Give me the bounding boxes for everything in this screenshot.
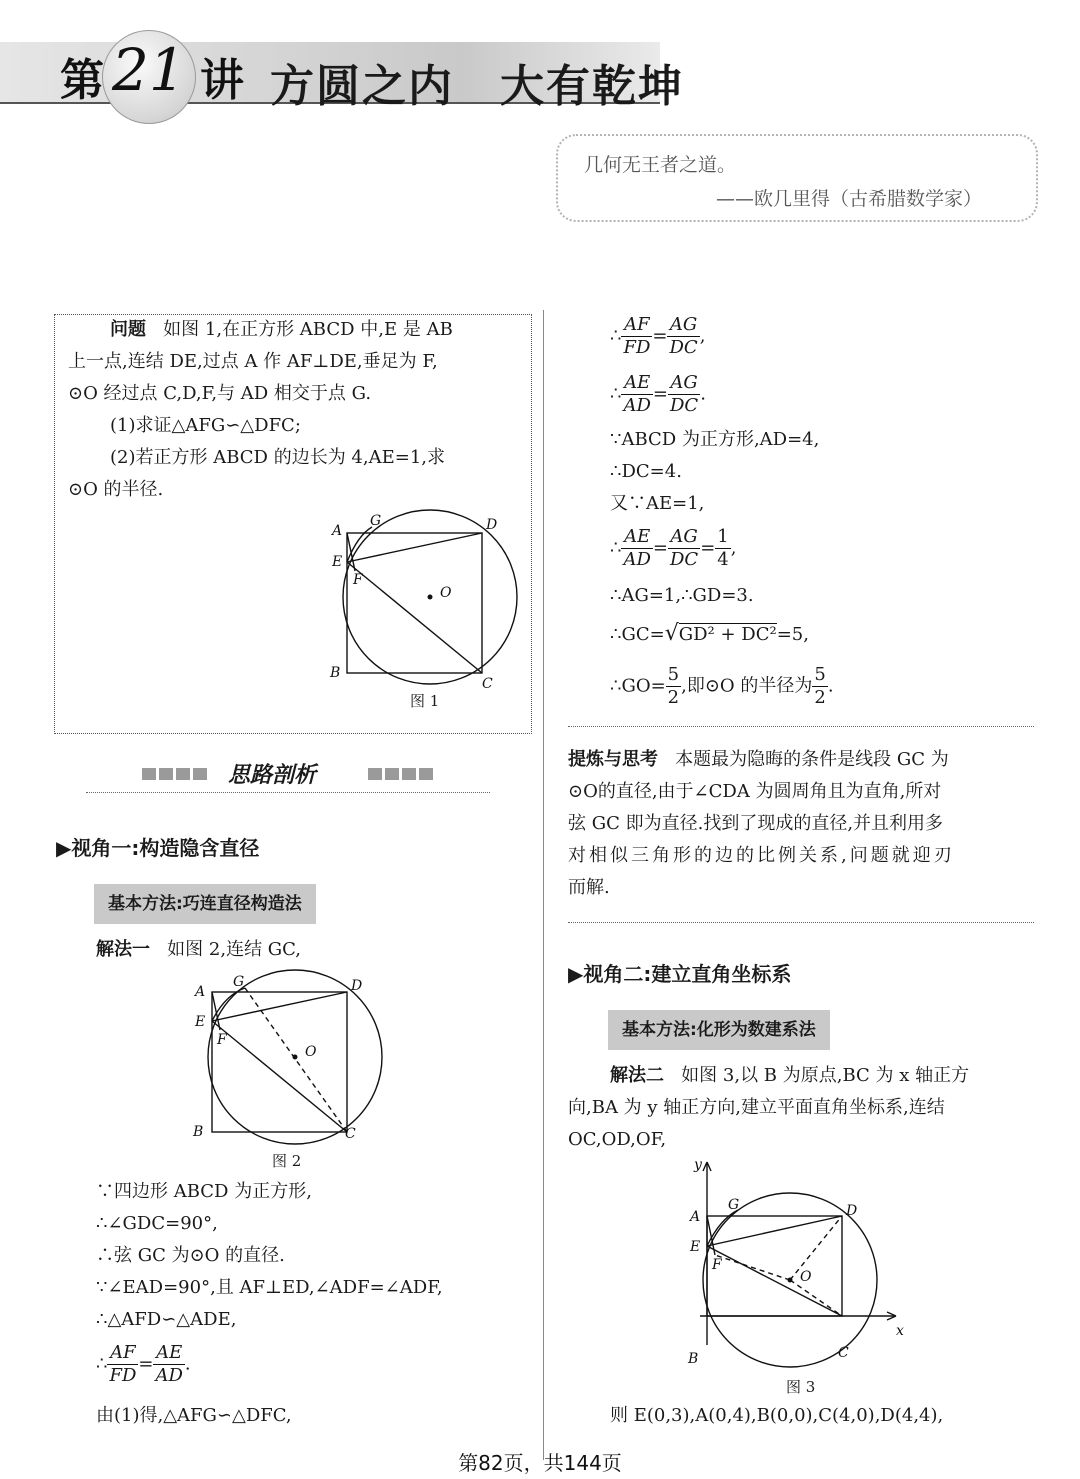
quote-text: 几何无王者之道。 [584,154,737,176]
solution1-text: 如图 2,连结 GC, [167,939,302,960]
think-line-3: 弦 GC 即为直径.找到了现成的直径,并且利用多 [568,813,944,834]
think-divider-top [568,726,1034,727]
fig3-label-c: C [838,1345,849,1361]
heading-underline [86,792,490,793]
fig1-label-b: B [330,665,341,681]
fig3-label-g: G [728,1197,740,1213]
problem-line-4: (1)求证△AFG∽△DFC; [110,415,301,436]
lecture-prefix: 第 [60,55,104,106]
lecture-number: 21 [112,36,186,104]
fig1-label-c: C [482,676,493,692]
fig1-label-a: A [332,523,343,539]
figure-2-caption: 图 2 [272,1152,302,1170]
fig3-label-b: B [688,1351,699,1367]
lecture-suffix: 讲 [200,55,244,106]
fig3-label-e: E [690,1239,701,1255]
solution2-coords: 则 E(0,3),A(0,4),B(0,0),C(4,0),D(4,4), [610,1405,944,1426]
left-step-2: ∴∠GDC=90°, [96,1213,218,1234]
right-fraction-b: ∴ $\frac{AE}{AD}$ = $\frac{AG}{DC}$ . [610,372,706,416]
fig2-label-b: B [193,1124,204,1140]
fig2-label-g: G [233,974,245,990]
fig3-label-d: D [846,1203,858,1219]
fig2-label-o: O [305,1044,317,1060]
fig1-center [428,595,433,600]
left-step-4: ∵∠EAD=90°,且 AF⊥ED,∠ADF=∠ADF, [96,1277,443,1298]
fig2-label-f: F [217,1032,227,1048]
right-step-1: ∵ABCD 为正方形,AD=4, [610,429,820,450]
think-label: 提炼与思考 [568,749,658,770]
fig3-label-a: A [690,1209,701,1225]
think-line-1: 提炼与思考 本题最为隐晦的条件是线段 GC 为 [568,749,949,770]
solution2-line-1: 解法二 如图 3,以 B 为原点,BC 为 x 轴正方 [610,1065,970,1086]
figure-1-caption: 图 1 [410,692,440,710]
right-step-3: 又∵AE=1, [610,493,705,514]
right-step-6: ∴GO= $\frac{5}{2}$ ,即⊙O 的半径为 $\frac{5}{2}$ . [610,664,834,708]
left-last-line: 由(1)得,△AFG∽△DFC, [96,1405,292,1426]
quote-author: ——欧几里得（古希腊数学家） [716,188,983,210]
solution2-line-3: OC,OD,OF, [568,1129,667,1150]
solution2-line-2: 向,BA 为 y 轴正方向,建立平面直角坐标系,连结 [568,1097,945,1118]
left-step-5: ∴△AFD∽△ADE, [96,1309,237,1330]
method2-tag: 基本方法:化形为数建系法 [608,1010,830,1050]
problem-line-3: ⊙O 经过点 C,D,F,与 AD 相交于点 G. [68,383,372,404]
left-step-3: ∴弦 GC 为⊙O 的直径. [96,1245,285,1266]
fig1-square [347,533,482,673]
figure-3 [680,1155,920,1367]
right-step-4: ∴AG=1,∴GD=3. [610,585,754,606]
column-separator [543,310,544,1460]
problem-line-2: 上一点,连结 DE,过点 A 作 AF⊥DE,垂足为 F, [68,351,438,372]
solution1-label: 解法一 [96,939,150,960]
fig3-label-y: y [694,1157,702,1173]
think-line-2: ⊙O的直径,由于∠CDA 为圆周角且为直角,所对 [568,781,942,802]
fig3-line-oc [790,1280,842,1316]
fig3-label-x: x [896,1323,904,1339]
figure-3-caption: 图 3 [786,1378,816,1396]
fig2-label-e: E [195,1014,206,1030]
figure-2 [185,970,385,1155]
fig1-label-d: D [486,517,498,533]
fig3-center [788,1278,793,1283]
think-line-5: 而解. [568,877,610,898]
figure-1 [320,505,530,695]
method1-tag: 基本方法:巧连直径构造法 [94,884,316,924]
fig1-label-o: O [440,585,452,601]
view2-title: ▶视角二:建立直角坐标系 [568,962,792,986]
think-line-4: 对相似三角形的边的比例关系,问题就迎刃 [568,845,955,866]
view1-title: ▶视角一:构造隐含直径 [56,836,260,860]
think-divider-bottom [568,922,1034,923]
fig1-label-e: E [332,554,343,570]
left-step-1: ∵四边形 ABCD 为正方形, [96,1181,312,1202]
right-step-5: ∴GC=√GD² + DC²=5, [610,621,809,646]
fig2-square [212,992,347,1132]
fig3-label-f: F [712,1257,722,1273]
right-step-2: ∴DC=4. [610,461,682,482]
problem-text-1: 如图 1,在正方形 ABCD 中,E 是 AB [163,319,453,340]
fig2-line-ec [212,1021,347,1132]
heading-decor-right [368,768,434,780]
analysis-heading: 思路剖析 [228,763,317,788]
fig2-label-c: C [345,1126,356,1142]
page-title: 方圆之内 大有乾坤 [270,61,684,112]
heading-decor-left [142,768,208,780]
fig1-label-f: F [353,572,363,588]
left-fraction-eq: ∴ $\frac{AF}{FD}$ = $\frac{AE}{AD}$ . [96,1342,191,1386]
problem-label: 问题 [110,319,146,340]
page-footer: 第82页，共144页 [458,1451,622,1475]
right-fraction-c: ∴ $\frac{AE}{AD}$ = $\frac{AG}{DC}$ = $\frac{1}{4}$ , [610,526,737,570]
problem-line-6: ⊙O 的半径. [68,479,164,500]
right-fraction-a: ∴ $\frac{AF}{FD}$ = $\frac{AG}{DC}$ , [610,314,706,358]
fig1-label-g: G [370,513,382,529]
fig3-line-ec [707,1246,842,1316]
solution2-label: 解法二 [610,1065,664,1086]
problem-line-5: (2)若正方形 ABCD 的边长为 4,AE=1,求 [110,447,445,468]
fig2-label-a: A [195,984,206,1000]
solution1-intro [96,934,301,966]
fig3-label-o: O [800,1269,812,1285]
fig3-line-of [715,1255,790,1280]
problem-line-1 [110,314,453,346]
fig2-label-d: D [351,978,363,994]
fig2-center [293,1055,298,1060]
